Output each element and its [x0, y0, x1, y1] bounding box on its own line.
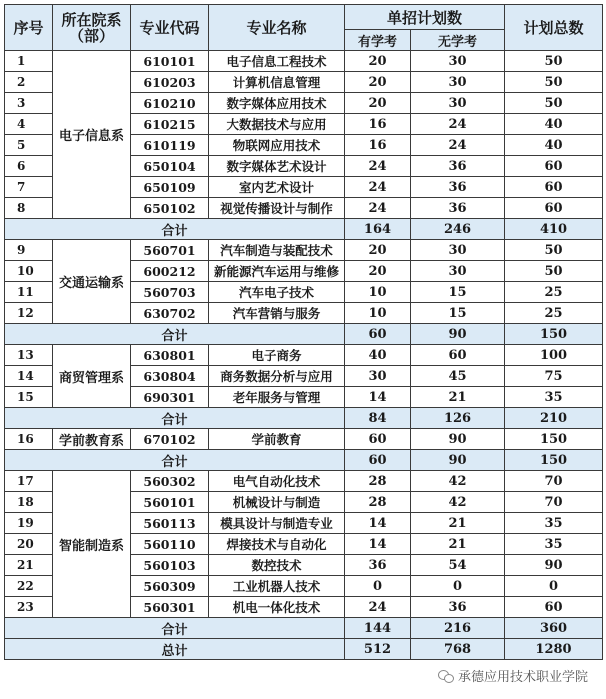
- without-exam-count: 24: [411, 114, 505, 135]
- without-exam-count: 30: [411, 261, 505, 282]
- with-exam-count: 14: [345, 387, 411, 408]
- with-exam-count: 14: [345, 513, 411, 534]
- major-code: 670102: [131, 429, 209, 450]
- subtotal-total: 360: [505, 618, 603, 639]
- with-exam-count: 28: [345, 492, 411, 513]
- plan-total: 40: [505, 135, 603, 156]
- row-seq: 8: [5, 198, 53, 219]
- major-name: 数字媒体艺术设计: [209, 156, 345, 177]
- grand-total-total: 1280: [505, 639, 603, 660]
- subtotal-label: 合计: [5, 408, 345, 429]
- subtotal-without-exam: 216: [411, 618, 505, 639]
- subtotal-row: [5, 618, 603, 639]
- table-body: [5, 51, 603, 660]
- header-dept-line2: （部）: [68, 26, 114, 45]
- subtotal-with-exam: 84: [345, 408, 411, 429]
- with-exam-count: 10: [345, 282, 411, 303]
- header-plan: 单招计划数: [345, 5, 505, 30]
- plan-total: 60: [505, 177, 603, 198]
- without-exam-count: 30: [411, 240, 505, 261]
- major-code: 630702: [131, 303, 209, 324]
- with-exam-count: 20: [345, 240, 411, 261]
- major-code: 630804: [131, 366, 209, 387]
- with-exam-count: 28: [345, 471, 411, 492]
- row-seq: 22: [5, 576, 53, 597]
- without-exam-count: 42: [411, 492, 505, 513]
- table-row: [5, 429, 603, 450]
- table-row: [5, 345, 603, 366]
- major-name: 汽车电子技术: [209, 282, 345, 303]
- grand-total-label: 总计: [5, 639, 345, 660]
- major-name: 工业机器人技术: [209, 576, 345, 597]
- without-exam-count: 0: [411, 576, 505, 597]
- with-exam-count: 20: [345, 261, 411, 282]
- plan-total: 150: [505, 429, 603, 450]
- row-seq: 7: [5, 177, 53, 198]
- major-name: 室内艺术设计: [209, 177, 345, 198]
- grand-total-without-exam: 768: [411, 639, 505, 660]
- subtotal-label: 合计: [5, 618, 345, 639]
- plan-total: 60: [505, 597, 603, 618]
- row-seq: 21: [5, 555, 53, 576]
- without-exam-count: 15: [411, 282, 505, 303]
- row-seq: 5: [5, 135, 53, 156]
- subtotal-without-exam: 90: [411, 450, 505, 471]
- major-name: 新能源汽车运用与维修: [209, 261, 345, 282]
- major-name: 大数据技术与应用: [209, 114, 345, 135]
- row-seq: 20: [5, 534, 53, 555]
- subtotal-without-exam: 90: [411, 324, 505, 345]
- subtotal-with-exam: 60: [345, 324, 411, 345]
- major-code: 610101: [131, 51, 209, 72]
- plan-total: 0: [505, 576, 603, 597]
- major-code: 560110: [131, 534, 209, 555]
- subtotal-total: 150: [505, 324, 603, 345]
- with-exam-count: 24: [345, 198, 411, 219]
- plan-total: 60: [505, 156, 603, 177]
- without-exam-count: 30: [411, 51, 505, 72]
- plan-total: 50: [505, 240, 603, 261]
- major-code: 560701: [131, 240, 209, 261]
- plan-total: 50: [505, 261, 603, 282]
- row-seq: 18: [5, 492, 53, 513]
- plan-total: 35: [505, 513, 603, 534]
- major-name: 学前教育: [209, 429, 345, 450]
- subtotal-row: [5, 219, 603, 240]
- dept-cell: 学前教育系: [53, 429, 131, 450]
- with-exam-count: 30: [345, 366, 411, 387]
- without-exam-count: 42: [411, 471, 505, 492]
- row-seq: 13: [5, 345, 53, 366]
- major-name: 电子信息工程技术: [209, 51, 345, 72]
- with-exam-count: 20: [345, 51, 411, 72]
- without-exam-count: 21: [411, 513, 505, 534]
- major-name: 老年服务与管理: [209, 387, 345, 408]
- major-code: 610203: [131, 72, 209, 93]
- without-exam-count: 90: [411, 429, 505, 450]
- major-name: 商务数据分析与应用: [209, 366, 345, 387]
- with-exam-count: 10: [345, 303, 411, 324]
- without-exam-count: 36: [411, 156, 505, 177]
- plan-total: 60: [505, 198, 603, 219]
- row-seq: 23: [5, 597, 53, 618]
- with-exam-count: 60: [345, 429, 411, 450]
- plan-total: 100: [505, 345, 603, 366]
- subtotal-with-exam: 144: [345, 618, 411, 639]
- plan-total: 25: [505, 303, 603, 324]
- subtotal-row: [5, 408, 603, 429]
- plan-total: 75: [505, 366, 603, 387]
- row-seq: 19: [5, 513, 53, 534]
- subtotal-total: 210: [505, 408, 603, 429]
- header-dept-line1: 所在院系: [61, 10, 122, 29]
- row-seq: 2: [5, 72, 53, 93]
- with-exam-count: 36: [345, 555, 411, 576]
- row-seq: 17: [5, 471, 53, 492]
- major-name: 汽车制造与装配技术: [209, 240, 345, 261]
- without-exam-count: 36: [411, 198, 505, 219]
- without-exam-count: 36: [411, 597, 505, 618]
- row-seq: 10: [5, 261, 53, 282]
- grand-total-with-exam: 512: [345, 639, 411, 660]
- header-dept: [53, 5, 131, 51]
- major-code: 560103: [131, 555, 209, 576]
- without-exam-count: 21: [411, 387, 505, 408]
- major-code: 610119: [131, 135, 209, 156]
- plan-total: 40: [505, 114, 603, 135]
- subtotal-total: 150: [505, 450, 603, 471]
- row-seq: 11: [5, 282, 53, 303]
- row-seq: 9: [5, 240, 53, 261]
- plan-total: 70: [505, 471, 603, 492]
- major-name: 数字媒体应用技术: [209, 93, 345, 114]
- watermark: [434, 664, 592, 687]
- subtotal-row: [5, 324, 603, 345]
- subtotal-label: 合计: [5, 324, 345, 345]
- major-name: 数控技术: [209, 555, 345, 576]
- major-code: 560309: [131, 576, 209, 597]
- watermark-text: 承德应用技术职业学院: [457, 670, 588, 685]
- with-exam-count: 0: [345, 576, 411, 597]
- major-name: 电子商务: [209, 345, 345, 366]
- subtotal-with-exam: 164: [345, 219, 411, 240]
- header-with-exam: 有学考: [345, 30, 411, 51]
- header-total: 计划总数: [505, 5, 603, 51]
- major-name: 电气自动化技术: [209, 471, 345, 492]
- major-code: 650104: [131, 156, 209, 177]
- major-code: 560302: [131, 471, 209, 492]
- major-code: 560301: [131, 597, 209, 618]
- with-exam-count: 14: [345, 534, 411, 555]
- plan-total: 90: [505, 555, 603, 576]
- major-name: 物联网应用技术: [209, 135, 345, 156]
- major-code: 610215: [131, 114, 209, 135]
- row-seq: 16: [5, 429, 53, 450]
- header-major: 专业名称: [209, 5, 345, 51]
- row-seq: 3: [5, 93, 53, 114]
- plan-total: 50: [505, 93, 603, 114]
- without-exam-count: 30: [411, 72, 505, 93]
- major-code: 630801: [131, 345, 209, 366]
- row-seq: 4: [5, 114, 53, 135]
- subtotal-row: [5, 450, 603, 471]
- row-seq: 1: [5, 51, 53, 72]
- dept-cell: 商贸管理系: [53, 345, 131, 408]
- subtotal-total: 410: [505, 219, 603, 240]
- plan-total: 25: [505, 282, 603, 303]
- dept-cell: 交通运输系: [53, 240, 131, 324]
- major-code: 610210: [131, 93, 209, 114]
- with-exam-count: 24: [345, 156, 411, 177]
- header-without-exam: 无学考: [411, 30, 505, 51]
- plan-total: 70: [505, 492, 603, 513]
- dept-cell: 智能制造系: [53, 471, 131, 618]
- major-code: 560113: [131, 513, 209, 534]
- without-exam-count: 30: [411, 93, 505, 114]
- major-code: 560703: [131, 282, 209, 303]
- major-name: 机械设计与制造: [209, 492, 345, 513]
- plan-total: 50: [505, 51, 603, 72]
- with-exam-count: 20: [345, 93, 411, 114]
- major-code: 600212: [131, 261, 209, 282]
- subtotal-label: 合计: [5, 450, 345, 471]
- major-name: 机电一体化技术: [209, 597, 345, 618]
- with-exam-count: 16: [345, 135, 411, 156]
- row-seq: 6: [5, 156, 53, 177]
- with-exam-count: 20: [345, 72, 411, 93]
- table-row: [5, 240, 603, 261]
- without-exam-count: 45: [411, 366, 505, 387]
- major-name: 汽车营销与服务: [209, 303, 345, 324]
- without-exam-count: 24: [411, 135, 505, 156]
- major-name: 计算机信息管理: [209, 72, 345, 93]
- header-code: 专业代码: [131, 5, 209, 51]
- plan-total: 35: [505, 387, 603, 408]
- row-seq: 12: [5, 303, 53, 324]
- with-exam-count: 24: [345, 177, 411, 198]
- major-code: 650102: [131, 198, 209, 219]
- dept-cell: 电子信息系: [53, 51, 131, 219]
- row-seq: 14: [5, 366, 53, 387]
- header-seq: 序号: [5, 5, 53, 51]
- subtotal-without-exam: 126: [411, 408, 505, 429]
- without-exam-count: 21: [411, 534, 505, 555]
- plan-total: 35: [505, 534, 603, 555]
- with-exam-count: 24: [345, 597, 411, 618]
- major-code: 650109: [131, 177, 209, 198]
- table-row: [5, 471, 603, 492]
- row-seq: 15: [5, 387, 53, 408]
- wechat-icon: [438, 669, 454, 683]
- enrollment-plan-table: [4, 4, 603, 660]
- subtotal-with-exam: 60: [345, 450, 411, 471]
- major-name: 焊接技术与自动化: [209, 534, 345, 555]
- subtotal-label: 合计: [5, 219, 345, 240]
- without-exam-count: 54: [411, 555, 505, 576]
- with-exam-count: 40: [345, 345, 411, 366]
- subtotal-without-exam: 246: [411, 219, 505, 240]
- without-exam-count: 15: [411, 303, 505, 324]
- without-exam-count: 36: [411, 177, 505, 198]
- major-name: 模具设计与制造专业: [209, 513, 345, 534]
- without-exam-count: 60: [411, 345, 505, 366]
- major-name: 视觉传播设计与制作: [209, 198, 345, 219]
- grand-total-row: [5, 639, 603, 660]
- major-code: 560101: [131, 492, 209, 513]
- with-exam-count: 16: [345, 114, 411, 135]
- major-code: 690301: [131, 387, 209, 408]
- plan-total: 50: [505, 72, 603, 93]
- table-row: [5, 51, 603, 72]
